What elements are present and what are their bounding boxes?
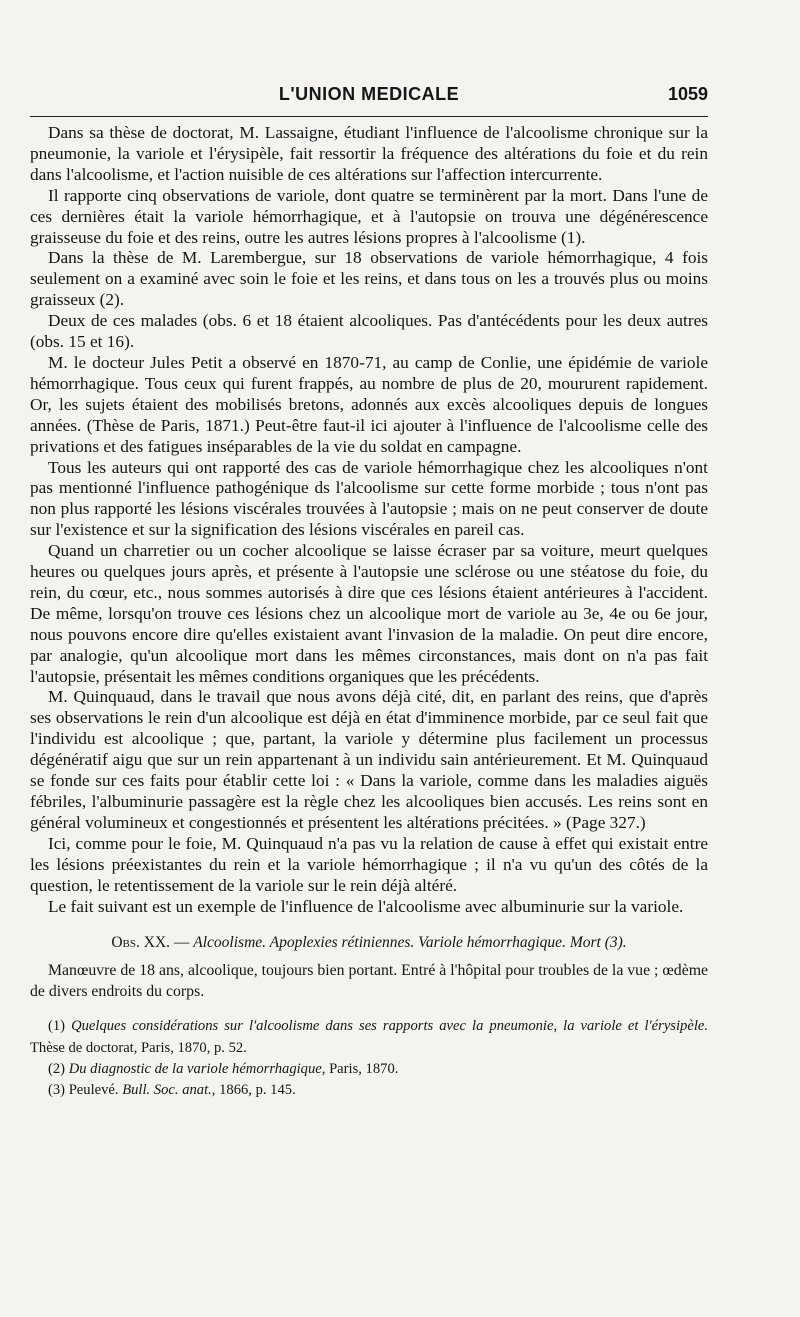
journal-title: L'UNION MEDICALE bbox=[278, 84, 460, 104]
footnote-number: (1) bbox=[48, 1018, 66, 1035]
running-head bbox=[30, 84, 708, 108]
paragraph: Dans la thèse de M. Larembergue, sur 18 observations de variole hémorrhagique, 4 fois seulement on a examiné avec soin le foie et les reins, et dans tous on les a trouvés plus ou moins graisseux (2). bbox=[30, 248, 708, 310]
footnote-reference: Thèse de doctorat, Paris, 1870, p. 52. bbox=[30, 1039, 247, 1056]
page-number: 1059 bbox=[667, 84, 708, 104]
observation-paragraph: Manœuvre de 18 ans, alcoolique, toujours bien portant. Entré à l'hôpital pour troubles de la vue ; œdème de divers endroits du corps. bbox=[30, 962, 708, 1000]
paragraph: Il rapporte cinq observations de variole, dont quatre se terminèrent par la mort. Dans l'une de ces dernières était la variole hémorrhagique, et à l'autopsie on trouva une dégénérescence graisseuse du foie et des reins, outre les autres lésions propres à l'alcoolisme (1). bbox=[30, 185, 708, 247]
footnote-reference: Paris, 1870. bbox=[329, 1060, 399, 1077]
observation-heading bbox=[30, 933, 708, 953]
header-rule bbox=[30, 116, 708, 117]
footnote-author: Peulevé. bbox=[68, 1082, 119, 1099]
footnote-number: (3) bbox=[48, 1082, 66, 1099]
paragraph: Deux de ces malades (obs. 6 et 18 étaient alcooliques. Pas d'antécédents pour les deux autres (obs. 15 et 16). bbox=[30, 311, 708, 352]
observation-text bbox=[30, 961, 708, 1002]
footnote-reference: 1866, p. 145. bbox=[219, 1082, 296, 1099]
paragraph: Dans sa thèse de doctorat, M. Lassaigne, étudiant l'influence de l'alcoolisme chronique sur la pneumonie, la variole et l'érysipèle, fait ressortir la fréquence des altérations du foie et du rein dans l'alcoolisme, et l'action nuisible de ces altérations sur l'affection intercurrente. bbox=[30, 123, 708, 184]
footnote bbox=[30, 1080, 708, 1101]
paragraph: M. Quinquaud, dans le travail que nous avons déjà cité, dit, en parlant des reins, que d'après ses observations le rein d'un alcoolique est déjà en état d'imminence morbide, par ce seul fait que l'individu est alcoolique ; que, partant, la variole y détermine plus facilement un processus dégénératif aigu que sur un rein appartenant à un individu sain antérieurement. Et M. Quinquaud se fonde sur ces faits pour établir cette loi : « Dans la variole, comme dans les maladies aiguës fébriles, l'albuminurie passagère est la règle chez les alcooliques bien accusés. Les reins sont en général volumineux et congestionnés et présentent les altérations précitées. » (Page 327.) bbox=[30, 687, 708, 832]
footnote bbox=[30, 1016, 708, 1058]
paragraph: Ici, comme pour le foie, M. Quinquaud n'a pas vu la relation de cause à effet qui existait entre les lésions préexistantes du rein et la variole hémorrhagique ; il n'a vu qu'un des côtés de la question, le retentissement de la variole sur le rein déjà altéré. bbox=[30, 833, 708, 895]
footnote-title: Bull. Soc. anat., bbox=[122, 1082, 216, 1099]
paragraph: M. le docteur Jules Petit a observé en 1870-71, au camp de Conlie, une épidémie de variole hémorrhagique. Tous ceux qui furent frappés, au nombre de plus de 20, moururent rapidement. Or, les sujets étaient des mobilisés bretons, adonnés aux excès alcooliques depuis de longues années. (Thèse de Paris, 1871.) Peut-être faut-il ici ajouter à l'influence de l'alcoolisme celle des privations et des fatigues inséparables de la vie du soldat en campagne. bbox=[30, 352, 708, 456]
footnote bbox=[30, 1059, 708, 1080]
observation-title: Alcoolisme. Apoplexies rétiniennes. Variole hémorrhagique. Mort (3). bbox=[193, 934, 627, 952]
observation-number: Obs. XX. — bbox=[111, 934, 190, 952]
footnotes bbox=[30, 1016, 708, 1101]
paragraph: Le fait suivant est un exemple de l'influence de l'alcoolisme avec albuminurie sur la variole. bbox=[48, 896, 684, 916]
footnote-title: Du diagnostic de la variole hémorrhagique, bbox=[68, 1060, 326, 1077]
paragraph: Quand un charretier ou un cocher alcoolique se laisse écraser par sa voiture, meurt quelques heures ou quelques jours après, et présente à l'autopsie une sclérose ou une stéatose du foie, du rein, du cœur, etc., nous sommes autorisés à dire que ces lésions étaient antérieures à l'accident. De même, lorsqu'on trouve ces lésions chez un alcoolique mort de variole au 3e, 4e ou 6e jour, nous pouvons encore dire qu'elles existaient avant l'invasion de la maladie. On peut dire encore, par analogie, qu'un alcoolique mort dans les mêmes circonstances, mais dont on n'a pas fait l'autopsie, présentait les mêmes conditions organiques que les précédents. bbox=[30, 541, 708, 686]
footnote-title: Quelques considérations sur l'alcoolisme dans ses rapports avec la pneumonie, la variole et l'érysipèle. bbox=[71, 1018, 708, 1035]
main-text bbox=[30, 123, 708, 917]
paragraph: Tous les auteurs qui ont rapporté des cas de variole hémorrhagique chez les alcooliques n'ont pas mentionné l'influence pathogénique ds l'alcoolisme sur cette forme morbide ; tous n'ont pas non plus rapporté les lésions viscérales trouvées à l'autopsie ; mais on ne peut conserver de doute sur l'existence et sur la signification des lésions viscérales en pareil cas. bbox=[30, 457, 708, 540]
footnote-number: (2) bbox=[48, 1060, 66, 1077]
